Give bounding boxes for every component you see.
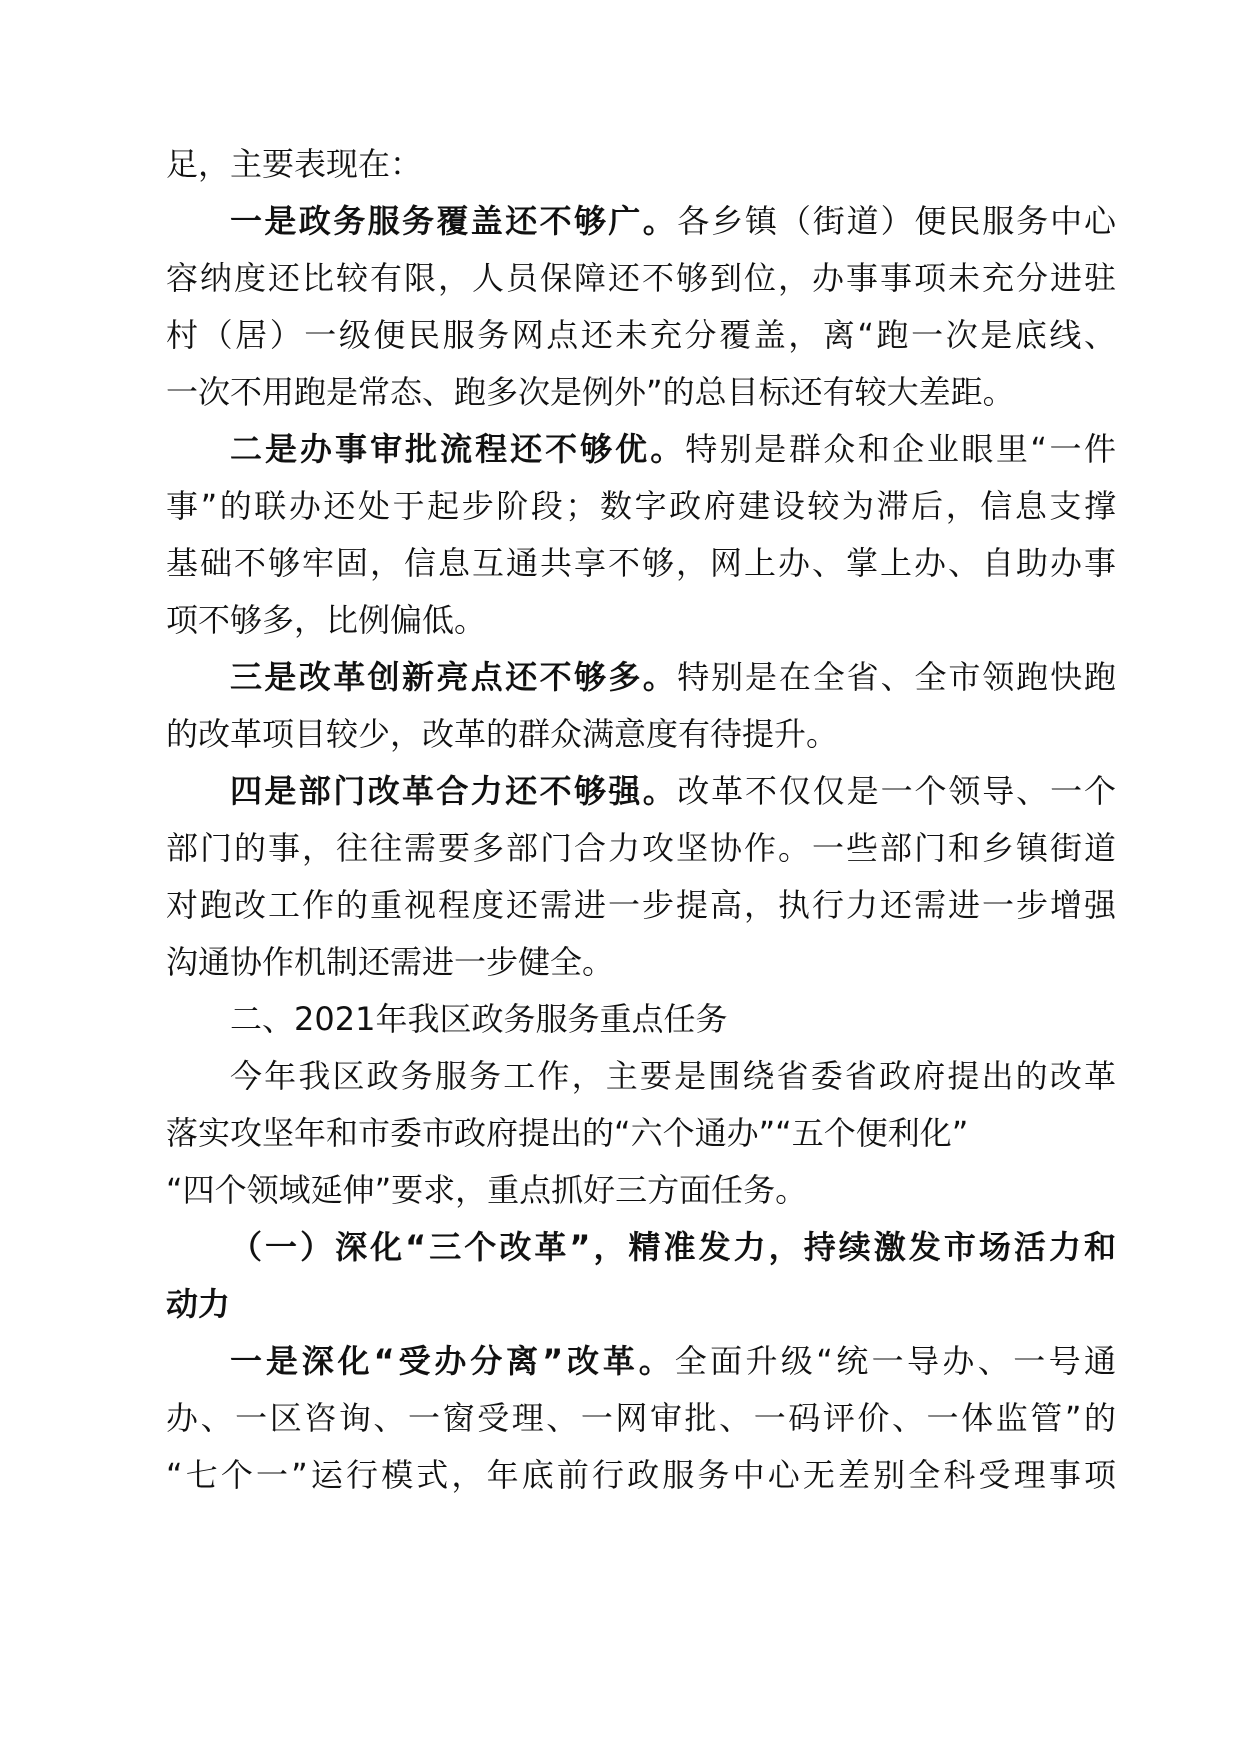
text-line: [166, 706, 1116, 762]
text-line: [166, 478, 1116, 534]
text-line: [166, 1390, 1116, 1446]
section-heading: [230, 991, 1116, 1047]
text-line: [166, 307, 1116, 363]
line-text: 容纳度还比较有限，人员保障还不够到位，办事事项未充分进驻: [166, 259, 1116, 297]
subsection-heading-text: （一）深化“三个改革”，精准发力，持续激发市场活力和: [230, 1228, 1116, 1266]
line-text: 特别是在全省、全市领跑快跑: [677, 658, 1116, 696]
line-text: 落实攻坚年和市委市政府提出的“六个通办”“五个便利化”: [166, 1114, 969, 1152]
line-text: 村（居）一级便民服务网点还未充分覆盖，离“跑一次是底线、: [166, 316, 1116, 354]
line-text: 沟通协作机制还需进一步健全。: [166, 943, 615, 981]
paragraph-start: [230, 1048, 1116, 1104]
line-text: “七个一”运行模式，年底前行政服务中心无差别全科受理事项: [166, 1456, 1116, 1494]
text-line: [166, 364, 1116, 420]
paragraph-lead: 一是政务服务覆盖还不够广。: [230, 202, 678, 240]
subsection-heading-text: 动力: [166, 1285, 231, 1323]
line-text: 今年我区政务服务工作，主要是围绕省委省政府提出的改革: [230, 1057, 1116, 1095]
paragraph-start: [230, 1333, 1116, 1389]
text-line: [166, 934, 1116, 990]
text-line: [166, 1105, 1116, 1161]
line-text: 办、一区咨询、一窗受理、一网审批、一码评价、一体监管”的: [166, 1399, 1116, 1437]
paragraph-lead: 二是办事审批流程还不够优。: [230, 430, 686, 468]
paragraph-start: [230, 763, 1116, 819]
line-text: 的改革项目较少，改革的群众满意度有待提升。: [166, 715, 839, 753]
line-text: 足，主要表现在：: [166, 145, 423, 183]
line-text: 特别是群众和企业眼里“一件: [685, 430, 1116, 468]
paragraph-start: [230, 421, 1116, 477]
text-line: [166, 592, 1116, 648]
line-text: 一次不用跑是常态、跑多次是例外”的总目标还有较大差距。: [166, 373, 1015, 411]
line-text: 全面升级“统一导办、一号通: [674, 1342, 1116, 1380]
line-text: 项不够多，比例偏低。: [166, 601, 487, 639]
text-line: [166, 1447, 1116, 1503]
line-text: 事”的联办还处于起步阶段；数字政府建设较为滞后，信息支撑: [166, 487, 1116, 525]
subsection-heading-continued: [166, 1276, 1116, 1332]
paragraph-lead: 一是深化“受办分离”改革。: [230, 1342, 675, 1380]
text-line: [166, 877, 1116, 933]
line-text: “四个领域延伸”要求，重点抓好三方面任务。: [166, 1171, 808, 1209]
text-line: [166, 136, 1116, 192]
section-heading-text: 二、2021年我区政务服务重点任务: [230, 1000, 728, 1038]
line-text: 各乡镇（街道）便民服务中心: [677, 202, 1116, 240]
subsection-heading: [230, 1219, 1116, 1275]
paragraph-start: [230, 193, 1116, 249]
text-line: [166, 250, 1116, 306]
text-line: [166, 1162, 1116, 1218]
line-text: 对跑改工作的重视程度还需进一步提高，执行力还需进一步增强: [166, 886, 1116, 924]
paragraph-start: [230, 649, 1116, 705]
line-text: 部门的事，往往需要多部门合力攻坚协作。一些部门和乡镇街道: [166, 829, 1116, 867]
line-text: 改革不仅仅是一个领导、一个: [677, 772, 1116, 810]
text-line: [166, 535, 1116, 591]
paragraph-lead: 三是改革创新亮点还不够多。: [230, 658, 678, 696]
line-text: 基础不够牢固，信息互通共享不够，网上办、掌上办、自助办事: [166, 544, 1116, 582]
text-line: [166, 820, 1116, 876]
paragraph-lead: 四是部门改革合力还不够强。: [230, 772, 678, 810]
